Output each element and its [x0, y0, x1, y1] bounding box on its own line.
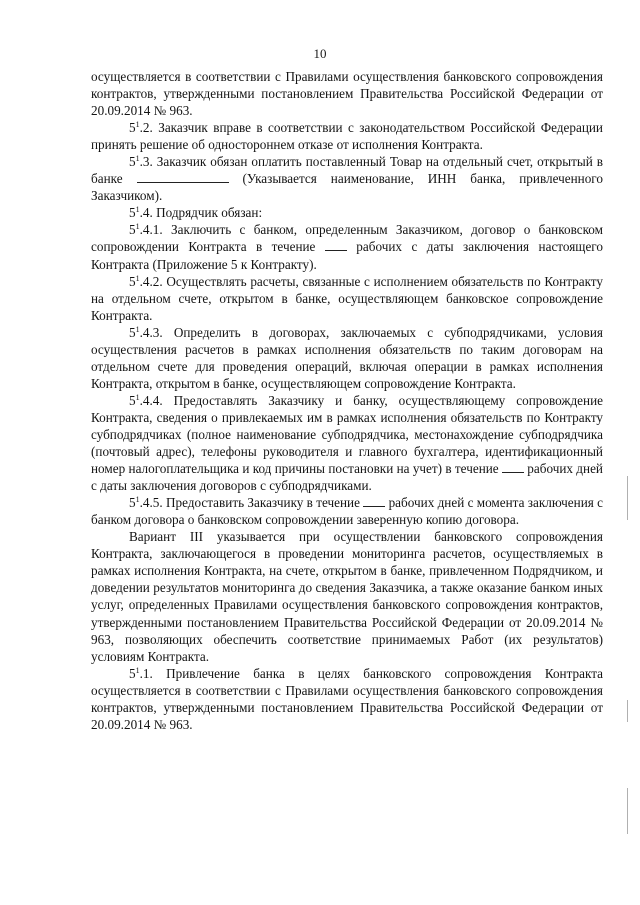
- page-number: 10: [313, 46, 327, 61]
- clause-number-rest: .4.: [139, 205, 153, 221]
- clause-text: Предоставлять Заказчику и банку, осуществляющему сопровождение Контракта, сведения о привлекаемых им в рамках исполнения обязательств по Контракту субподрядчиках (полное наименование субподрядчика, местонахождение субподрядчика (почтовый адрес), телефоны руководителя и главного бухгалтера, идентификационный номер налогоплательщика и код причины постановки на учет) в течение: [91, 392, 603, 477]
- clause-superscript: 1: [135, 222, 140, 232]
- clause-5-1-4-3: [91, 324, 603, 392]
- clause-text: Привлечение банка в целях банковского сопровождения Контракта осуществляется в соответствии с Правилами осуществления банковского сопровождения контрактов, утвержденными постановлением Правительства Российской Федерации от 20.09.2014 № 963.: [91, 665, 603, 732]
- clause-text: Заключить с банком, определенным Заказчиком, договор о банковском сопровождении Контракта в течение: [91, 222, 603, 255]
- clause-superscript: 1: [135, 154, 140, 164]
- clause-number: 5: [129, 392, 136, 408]
- clause-superscript: 1: [135, 392, 140, 402]
- scan-edge-mark: [627, 788, 628, 834]
- document-body: [91, 68, 603, 733]
- clause-5-1-4-5: [91, 494, 603, 528]
- clause-number-rest: .3.: [139, 154, 153, 170]
- clause-number: 5: [129, 120, 136, 136]
- clause-text: рабочих дней с момента заключения с банком договора о банковском сопровождении заверенную копию договора.: [91, 495, 603, 528]
- clause-text: рабочих с даты заключения настоящего Контракта (Приложение 5 к Контракту).: [91, 239, 603, 272]
- paragraph-text: осуществляется в соответствии с Правилами осуществления банковского сопровождения контрактов, утвержденными постановлением Правительства Российской Федерации от 20.09.2014 № 963.: [91, 69, 603, 119]
- paragraph-text: Вариант III указывается при осуществлении банковского сопровождения Контракта, заключающегося в проведении мониторинга расчетов, осуществляемых в рамках исполнения Контракта, на счете, открытом в банке, привлеченном Подрядчиком, и доведении результатов мониторинга до сведения Заказчика, а также оказание банком иных услуг, определенных Правилами осуществления банковского сопровождения контрактов, утвержденными постановлением Правительства Российской Федерации от 20.09.2014 № 963, позволяющих обеспечить соответствие принимаемых Работ (их результатов) условиям Контракта.: [91, 529, 603, 664]
- clause-number: 5: [129, 324, 136, 340]
- clause-superscript: 1: [135, 324, 140, 334]
- clause-5-1-4: [91, 204, 603, 221]
- clause-text: рабочих дней с даты заключения договоров с субподрядчиками.: [91, 461, 603, 494]
- clause-number: 5: [129, 154, 136, 170]
- clause-number-rest: .4.3.: [139, 324, 163, 340]
- clause-number-rest: .1.: [139, 665, 153, 681]
- days-blank: [502, 460, 524, 473]
- clause-number: 5: [129, 222, 136, 238]
- clause-number: 5: [129, 495, 136, 511]
- clause-number-rest: .4.5.: [139, 495, 163, 511]
- clause-superscript: 1: [135, 273, 140, 283]
- clause-5-1-2: [91, 119, 603, 153]
- clause-text: (Указывается наименование, ИНН банка, привлеченного Заказчиком).: [91, 171, 603, 204]
- bank-name-blank: [137, 170, 229, 183]
- clause-5-1-4-4: [91, 392, 603, 494]
- clause-text: Заказчик вправе в соответствии с законодательством Российской Федерации принять решение об одностороннем отказе от исполнения Контракта.: [91, 120, 603, 153]
- clause-number-rest: .2.: [139, 120, 153, 136]
- scan-edge-mark: [627, 700, 628, 722]
- clause-number-rest: .4.2.: [139, 273, 163, 289]
- clause-text: Подрядчик обязан:: [152, 205, 263, 221]
- clause-superscript: 1: [135, 665, 140, 675]
- days-blank: [325, 238, 347, 251]
- clause-5-1-4-2: [91, 273, 603, 324]
- clause-number: 5: [129, 205, 136, 221]
- clause-number-rest: .4.1.: [139, 222, 163, 238]
- paragraph-continuation: [91, 68, 603, 119]
- variant-iii-paragraph: [91, 528, 603, 664]
- clause-5-1-3: [91, 153, 603, 204]
- clause-text: Определить в договорах, заключаемых с субподрядчиками, условия осуществления расчетов в рамках исполнения обязательств по таким договорам на отдельном счете для проведения операций, включая операции в рамках исполнения Контракта, открытом в банке, осуществляющем сопровождение Контракта.: [91, 324, 603, 391]
- clause-text: Заказчик обязан оплатить поставленный Товар на отдельный счет, открытый в банке: [91, 154, 603, 187]
- clause-superscript: 1: [135, 120, 140, 130]
- clause-number: 5: [129, 665, 136, 681]
- clause-superscript: 1: [135, 205, 140, 215]
- clause-text: Предоставить Заказчику в течение: [162, 495, 364, 511]
- clause-5-1-1-variant-iii: [91, 665, 603, 733]
- scan-edge-mark: [627, 476, 628, 520]
- clause-number: 5: [129, 273, 136, 289]
- clause-5-1-4-1: [91, 221, 603, 272]
- clause-superscript: 1: [135, 495, 140, 505]
- days-blank: [363, 494, 385, 507]
- clause-text: Осуществлять расчеты, связанные с исполнением обязательств по Контракту на отдельном счете, открытом в банке, осуществляющем банковское сопровождение Контракта.: [91, 273, 603, 323]
- clause-number-rest: .4.4.: [139, 392, 163, 408]
